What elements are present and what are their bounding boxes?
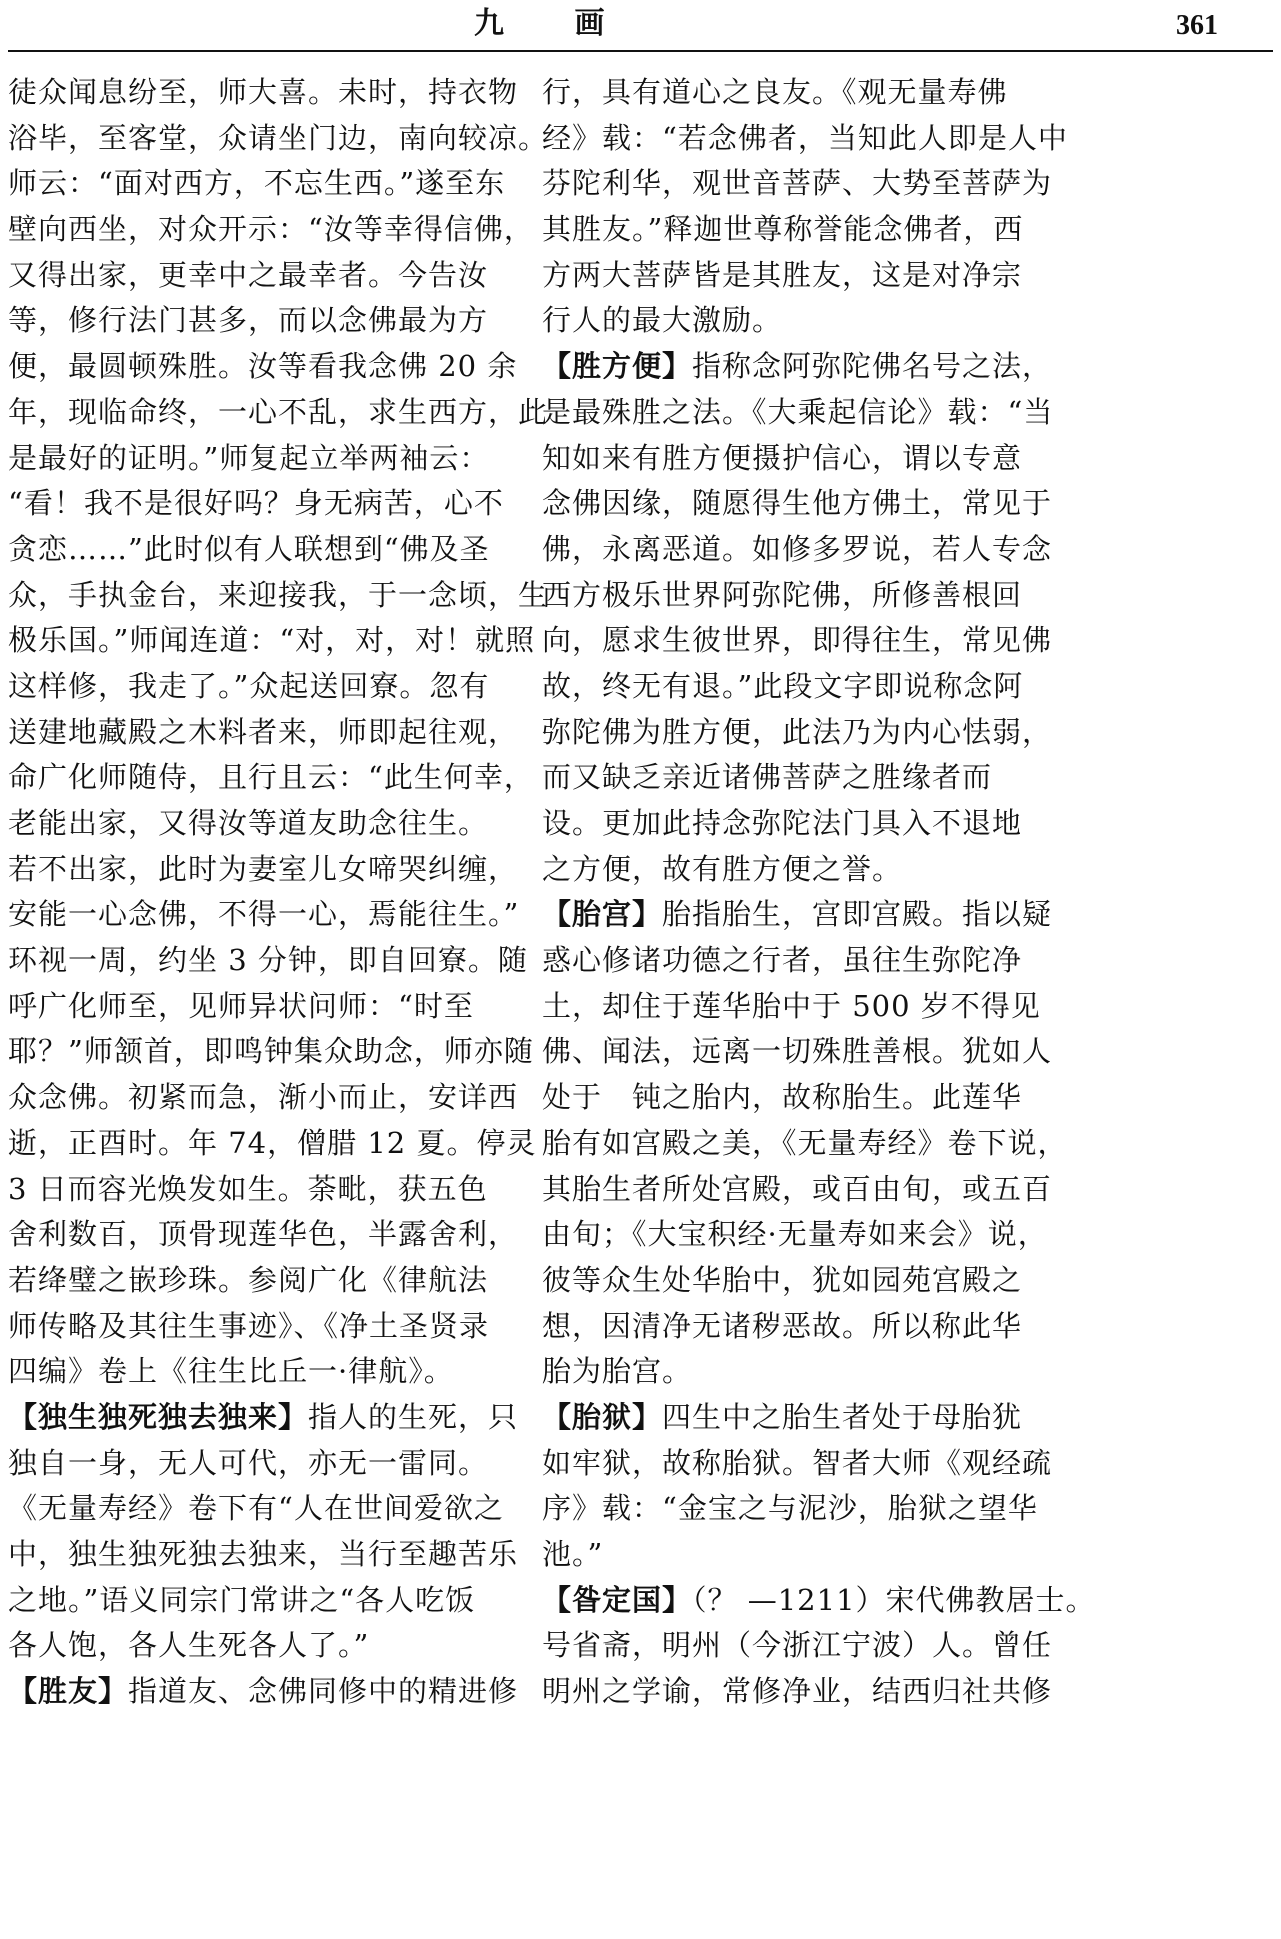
text-line: 便，最圆顿殊胜。汝等看我念佛 20 余 [8,349,518,384]
text-line: 彼等众生处华胎中，犹如园苑宫殿之 [542,1262,1023,1297]
text-line: 而又缺乏亲近诸佛菩萨之胜缘者而 [542,760,993,795]
text-line: 池。” [542,1537,604,1571]
text-line: 耶？”师颔首，即鸣钟集众助念，师亦随 [8,1034,534,1069]
text-line: 之方便，故有胜方便之誉。 [542,851,903,886]
text-line: 弥陀佛为胜方便，此法乃为内心怯弱， [542,714,1053,749]
text-line: 【独生独死独去独来】指人的生死，只 [8,1399,519,1434]
text-line: 壁向西坐，对众开示：“汝等幸得信佛， [8,212,534,247]
text-line: 行人的最大激励。 [542,303,783,338]
text-line: 《无量寿经》卷下有“人在世间爱欲之 [8,1491,504,1526]
text-line: 独自一身，无人可代，亦无一雷同。 [8,1445,489,1480]
text-line: 佛、闻法，远离一切殊胜善根。犹如人 [542,1034,1053,1069]
left-column [8,70,549,1932]
right-column [542,70,1096,1932]
text-line: 【昝定国】（？ —1211）宋代佛教居士。 [542,1582,1096,1617]
text-line: 舍利数百，顶骨现莲华色，半露舍利， [8,1217,519,1252]
text-line: 设。更加此持念弥陀法门具入不退地 [542,806,1023,840]
text-line: 是最好的证明。”师复起立举两袖云： [8,440,490,475]
text-line: 【胎宫】胎指胎生，宫即宫殿。指以疑 [542,897,1053,932]
text-line: 师云：“面对西方，不忘生西。”遂至东 [8,166,506,201]
text-line: 之地。”语义同宗门常讲之“各人吃饭 [8,1582,476,1617]
page-number: 361 [1176,10,1218,41]
text-line: 浴毕，至客堂，众请坐门边，南向较凉。 [8,120,549,155]
text-line: 是最殊胜之法。《大乘起信论》载：“当 [542,394,1054,429]
text-line: 知如来有胜方便摄护信心，谓以专意 [542,440,1023,475]
text-line: 命广化师随侍，且行且云：“此生何幸， [8,760,534,795]
text-line: 逝，正酉时。年 74，僧腊 12 夏。停灵 [8,1125,537,1160]
entry-term: 【昝定国】 [542,1582,693,1617]
text-line: 号省斋，明州（今浙江宁波）人。曾任 [542,1628,1053,1663]
text-line: 西方极乐世界阿弥陀佛，所修善根回 [542,577,1023,612]
text-line: 向，愿求生彼世界，即得往生，常见佛 [542,623,1053,658]
text-line: 由旬；《大宝积经·无量寿如来会》说， [542,1217,1048,1252]
entry-term: 【胎宫】 [542,897,663,932]
header-rule [8,50,1273,52]
text-line: 各人饱，各人生死各人了。” [8,1628,370,1663]
text-line: 送建地藏殿之木料者来，师即起往观， [8,714,519,749]
text-line: 中，独生独死独去独来，当行至趣苦乐 [8,1537,519,1571]
text-line: 环视一周，约坐 3 分钟，即自回寮。随 [8,943,528,978]
text-line: 芬陀利华，观世音菩萨、大势至菩萨为 [542,166,1053,201]
text-line: 处于 钝之胎内，故称胎生。此莲华 [542,1080,1023,1115]
entry-term: 【胜方便】 [542,349,693,384]
text-line: 贪恋……”此时似有人联想到“佛及圣 [8,531,490,566]
text-line: 呼广化师至，见师异状问师：“时至 [8,988,474,1023]
text-line: 若绛璧之嵌珍珠。参阅广化《律航法 [8,1262,489,1297]
entry-term: 【胎狱】 [542,1399,663,1434]
text-line: 明州之学谕，常修净业，结西归社共修 [542,1674,1053,1709]
text-line: 【胜方便】指称念阿弥陀佛名号之法， [542,349,1053,384]
text-line: 土，却住于莲华胎中于 500 岁不得见 [542,988,1041,1023]
entry-term: 【胜友】 [8,1674,129,1709]
text-line: 其胎生者所处宫殿，或百由旬，或五百 [542,1171,1053,1206]
text-line: 3 日而容光焕发如生。荼毗，获五色 [8,1171,488,1206]
text-line: 年，现临命终，一心不乱，求生西方，此 [8,394,549,429]
page-header [0,0,1281,52]
text-line: 方两大菩萨皆是其胜友，这是对净宗 [542,257,1023,292]
text-line: 众，手执金台，来迎接我，于一念顷，生 [8,577,549,612]
text-line: 四编》卷上《往生比丘一·律航》。 [8,1354,454,1389]
text-line: 惑心修诸功德之行者，虽往生弥陀净 [542,943,1023,978]
text-line: 等，修行法门甚多，而以念佛最为方 [8,303,489,338]
text-line: 安能一心念佛，不得一心，焉能往生。” [8,897,520,932]
text-line: 念佛因缘，随愿得生他方佛土，常见于 [542,486,1053,521]
text-line: 若不出家，此时为妻室儿女啼哭纠缠， [8,851,519,886]
text-line: 师传略及其往生事迹》、《净土圣贤录 [8,1308,490,1343]
text-line: “看！我不是很好吗？身无病苦，心不 [8,486,504,521]
text-line: 又得出家，更幸中之最幸者。今告汝 [8,257,489,292]
text-line: 老能出家，又得汝等道友助念往生。 [8,806,489,840]
text-line: 【胎狱】四生中之胎生者处于母胎犹 [542,1399,1023,1434]
text-line: 佛，永离恶道。如修多罗说，若人专念 [542,531,1053,566]
text-line: 胎有如宫殿之美，《无量寿经》卷下说， [542,1125,1068,1160]
text-line: 故，终无有退。”此段文字即说称念阿 [542,668,1024,703]
text-line: 如牢狱，故称胎狱。智者大师《观经疏 [542,1445,1053,1480]
text-line: 极乐国。”师闻连道：“对，对，对！就照 [8,623,536,658]
text-line: 胎为胎宫。 [542,1354,693,1389]
page-title: 九 画 [474,6,635,41]
text-line: 众念佛。初紧而急，渐小而止，安详西 [8,1080,519,1115]
text-line: 经》载：“若念佛者，当知此人即是人中 [542,120,1068,155]
text-line: 序》载：“金宝之与泥沙，胎狱之望华 [542,1491,1038,1526]
text-line: 徒众闻息纷至，师大喜。未时，持衣物 [8,75,519,109]
text-line: 其胜友。”释迦世尊称誉能念佛者，西 [542,212,1024,247]
entry-term: 【独生独死独去独来】 [8,1399,309,1434]
text-line: 【胜友】指道友、念佛同修中的精进修 [8,1674,519,1709]
text-line: 想，因清净无诸秽恶故。所以称此华 [542,1308,1023,1343]
text-line: 这样修，我走了。”众起送回寮。忽有 [8,668,490,703]
text-line: 行，具有道心之良友。《观无量寿佛 [542,75,1008,109]
